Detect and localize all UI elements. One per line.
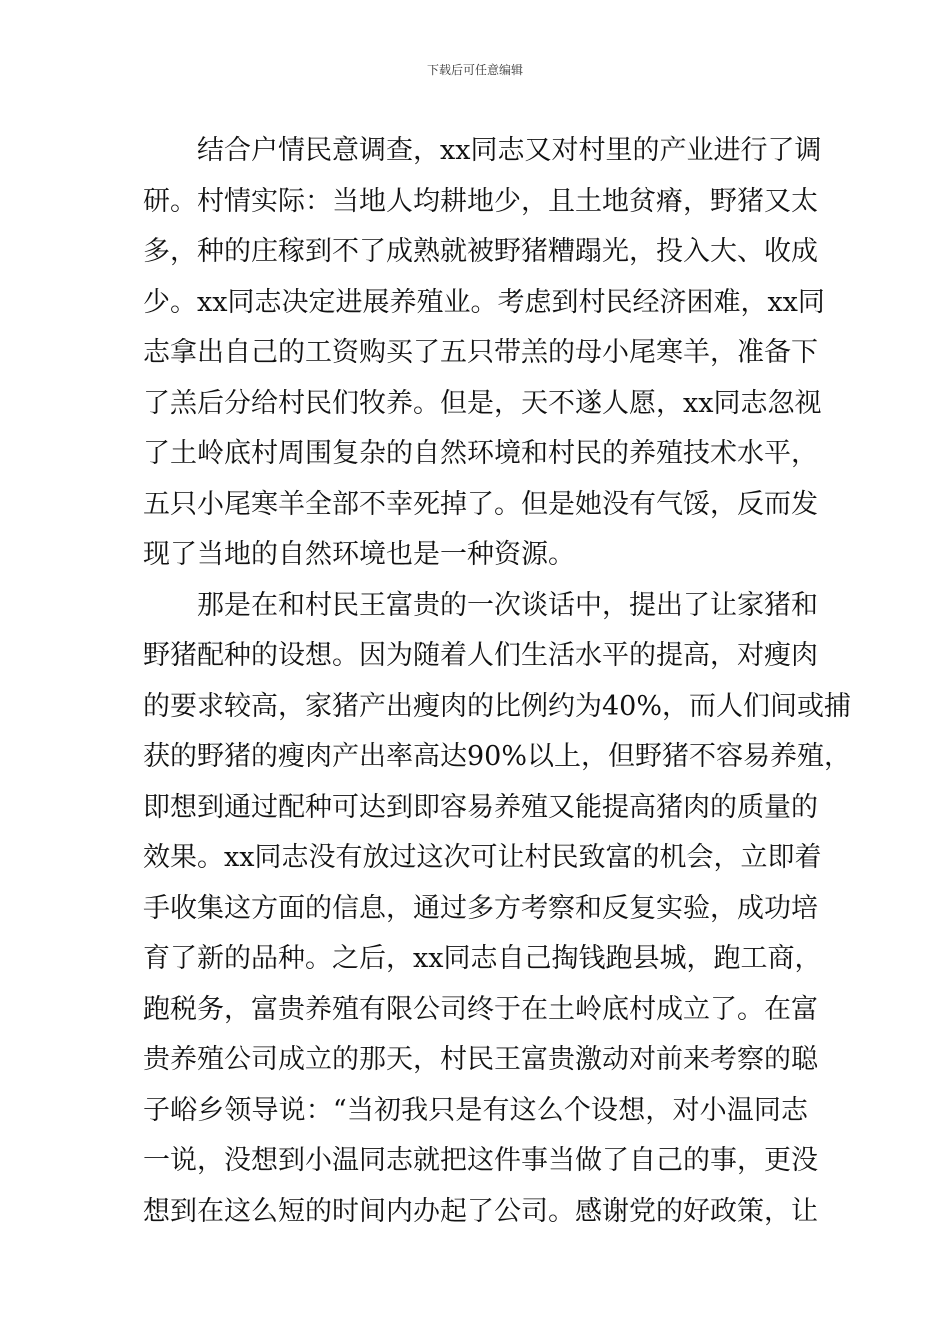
text-line: 研。村情实际：当地人均耕地少，且土地贫瘠，野猪又太 bbox=[143, 185, 818, 217]
text-line: 效果。xx同志没有放过这次可让村民致富的机会，立即着 bbox=[143, 842, 822, 873]
page-header: 下载后可任意编辑 bbox=[426, 63, 523, 77]
text-line: 野猪配种的设想。因为随着人们生活水平的提高，对瘦肉 bbox=[143, 640, 818, 671]
paragraph-1 bbox=[143, 126, 825, 581]
text-line: 贵养殖公司成立的那天，村民王富贵激动对前来考察的聪 bbox=[143, 1044, 818, 1075]
text-line: 五只小尾寒羊全部不幸死掉了。但是她没有气馁，反而发 bbox=[143, 488, 818, 520]
text-line: 手收集这方面的信息，通过多方考察和反复实验，成功培 bbox=[143, 892, 818, 924]
text-line: 那是在和村民王富贵的一次谈话中，提出了让家猪和 bbox=[197, 589, 818, 621]
text-line: 多，种的庄稼到不了成熟就被野猪糟蹋光，投入大、收成 bbox=[143, 236, 818, 267]
text-line: 了羔后分给村民们牧养。但是，天不遂人愿，xx同志忽视 bbox=[143, 387, 822, 419]
text-line: 即想到通过配种可达到即容易养殖又能提高猪肉的质量的 bbox=[143, 791, 818, 823]
text-line: 的要求较高，家猪产出瘦肉的比例约为40%，而人们间或捕 bbox=[143, 690, 852, 722]
text-line: 子峪乡领导说：“当初我只是有这么个设想，对小温同志 bbox=[143, 1094, 808, 1126]
text-line: 结合户情民意调查，xx同志又对村里的产业进行了调 bbox=[197, 135, 822, 166]
text-line: 志拿出自己的工资购买了五只带羔的母小尾寒羊，准备下 bbox=[143, 337, 818, 368]
text-line: 了土岭底村周围复杂的自然环境和村民的养殖技术水平， bbox=[143, 438, 818, 469]
document-body bbox=[143, 126, 852, 1237]
text-line: 获的野猪的瘦肉产出率高达90%以上，但野猪不容易养殖， bbox=[143, 741, 852, 772]
text-line: 现了当地的自然环境也是一种资源。 bbox=[143, 539, 575, 570]
text-line: 跑税务，富贵养殖有限公司终于在土岭底村成立了。在富 bbox=[143, 993, 818, 1025]
text-line: 一说，没想到小温同志就把这件事当做了自己的事，更没 bbox=[143, 1145, 818, 1176]
paragraph-2 bbox=[143, 581, 852, 1238]
text-line: 育了新的品种。之后，xx同志自己掏钱跑县城，跑工商， bbox=[143, 943, 822, 974]
text-line: 少。xx同志决定进展养殖业。考虑到村民经济困难，xx同 bbox=[143, 286, 825, 318]
text-line: 想到在这么短的时间内办起了公司。感谢党的好政策，让 bbox=[143, 1195, 818, 1227]
